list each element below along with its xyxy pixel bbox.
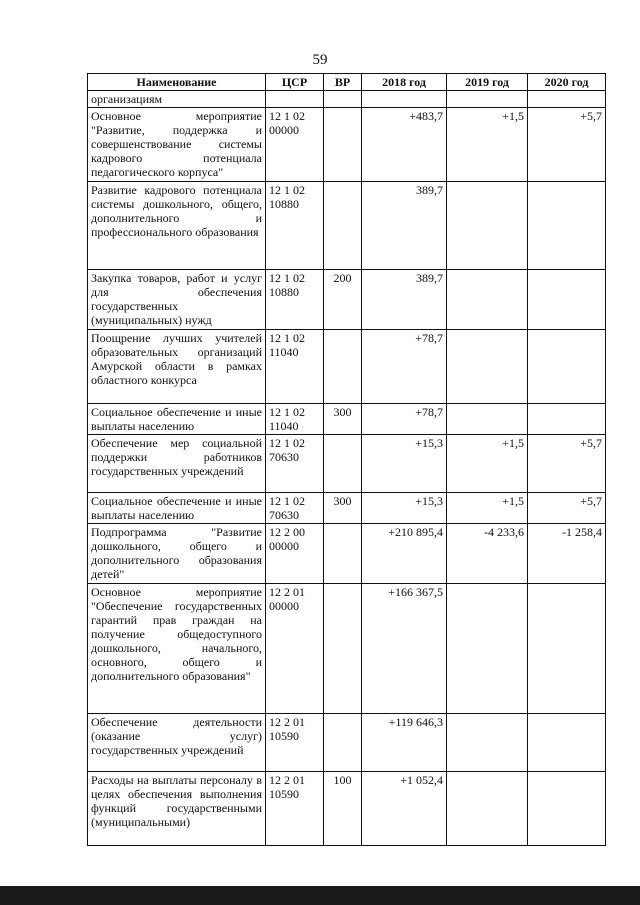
- row-csr-cell: 12 1 02 70630: [266, 435, 324, 493]
- row-csr-cell: 12 1 02 11040: [266, 330, 324, 404]
- table-row: [88, 91, 606, 108]
- header-2020: 2020 год: [528, 74, 606, 91]
- row-2020-cell: [528, 270, 606, 330]
- row-2018-cell: +119 646,3: [362, 714, 447, 772]
- row-2019-cell: +1,5: [447, 108, 528, 182]
- row-2019-cell: [447, 772, 528, 846]
- table-row: [88, 404, 606, 435]
- row-2019-cell: +1,5: [447, 493, 528, 524]
- row-2019-cell: [447, 330, 528, 404]
- row-csr-cell: 12 1 02 11040: [266, 404, 324, 435]
- header-name: Наименование: [88, 74, 266, 91]
- row-csr-cell: 12 2 01 10590: [266, 714, 324, 772]
- row-vr-cell: 300: [324, 493, 362, 524]
- table-header-row: [88, 74, 606, 91]
- row-vr-cell: [324, 182, 362, 270]
- table-body: [88, 91, 606, 846]
- row-2020-cell: [528, 584, 606, 714]
- page-number: 59: [312, 52, 328, 68]
- row-vr-cell: [324, 91, 362, 108]
- row-name-cell: Основное мероприятие "Развитие, поддержка и совершенствование системы кадрового потенциала педагогического корпуса": [88, 108, 266, 182]
- row-2019-cell: +1,5: [447, 435, 528, 493]
- row-name-cell: Обеспечение мер социальной поддержки работников государственных учреждений: [88, 435, 266, 493]
- row-csr-cell: 12 1 02 10880: [266, 270, 324, 330]
- row-2020-cell: [528, 714, 606, 772]
- table-row: [88, 108, 606, 182]
- row-name-cell: Подпрограмма "Развитие дошкольного, общего и дополнительного образования детей": [88, 524, 266, 584]
- row-name-cell: Расходы на выплаты персоналу в целях обеспечения выполнения функций государственными (муниципальными): [88, 772, 266, 846]
- row-csr-cell: [266, 91, 324, 108]
- row-2020-cell: +5,7: [528, 435, 606, 493]
- row-name-cell: организациям: [88, 91, 266, 108]
- header-vr: ВР: [324, 74, 362, 91]
- row-vr-cell: [324, 524, 362, 584]
- row-vr-cell: 200: [324, 270, 362, 330]
- row-name-cell: Закупка товаров, работ и услуг для обеспечения государственных (муниципальных) нужд: [88, 270, 266, 330]
- row-2019-cell: [447, 91, 528, 108]
- row-name-cell: Социальное обеспечение и иные выплаты населению: [88, 493, 266, 524]
- table-row: [88, 584, 606, 714]
- row-vr-cell: [324, 108, 362, 182]
- row-2020-cell: +5,7: [528, 108, 606, 182]
- table-row: [88, 772, 606, 846]
- row-csr-cell: 12 2 01 00000: [266, 584, 324, 714]
- row-csr-cell: 12 1 02 00000: [266, 108, 324, 182]
- row-2018-cell: +166 367,5: [362, 584, 447, 714]
- table-row: [88, 714, 606, 772]
- row-2020-cell: [528, 404, 606, 435]
- table-row: [88, 524, 606, 584]
- row-2019-cell: [447, 270, 528, 330]
- row-2018-cell: 389,7: [362, 182, 447, 270]
- row-name-cell: Поощрение лучших учителей образовательных организаций Амурской области в рамках областного конкурса: [88, 330, 266, 404]
- row-2020-cell: [528, 330, 606, 404]
- budget-table: [87, 73, 606, 846]
- row-name-cell: Развитие кадрового потенциала системы дошкольного, общего, дополнительного и профессионального образования: [88, 182, 266, 270]
- row-2020-cell: -1 258,4: [528, 524, 606, 584]
- row-2020-cell: [528, 182, 606, 270]
- row-vr-cell: [324, 714, 362, 772]
- header-csr: ЦСР: [266, 74, 324, 91]
- row-2018-cell: 389,7: [362, 270, 447, 330]
- table-row: [88, 435, 606, 493]
- row-2019-cell: [447, 584, 528, 714]
- row-2020-cell: +5,7: [528, 493, 606, 524]
- table-row: [88, 330, 606, 404]
- row-2018-cell: +483,7: [362, 108, 447, 182]
- row-name-cell: Обеспечение деятельности (оказание услуг) государственных учреждений: [88, 714, 266, 772]
- row-2020-cell: [528, 772, 606, 846]
- row-csr-cell: 12 1 02 70630: [266, 493, 324, 524]
- row-vr-cell: [324, 330, 362, 404]
- table-row: [88, 270, 606, 330]
- row-2018-cell: [362, 91, 447, 108]
- row-2019-cell: [447, 404, 528, 435]
- row-2018-cell: +78,7: [362, 330, 447, 404]
- row-2018-cell: +210 895,4: [362, 524, 447, 584]
- row-name-cell: Основное мероприятие "Обеспечение государственных гарантий прав граждан на получение общедоступного дошкольного, начального, основного, общего и дополнительного образования": [88, 584, 266, 714]
- row-vr-cell: [324, 584, 362, 714]
- row-vr-cell: 300: [324, 404, 362, 435]
- row-vr-cell: [324, 435, 362, 493]
- table-row: [88, 182, 606, 270]
- row-2019-cell: -4 233,6: [447, 524, 528, 584]
- row-2020-cell: [528, 91, 606, 108]
- row-2018-cell: +15,3: [362, 493, 447, 524]
- row-2018-cell: +78,7: [362, 404, 447, 435]
- row-csr-cell: 12 2 00 00000: [266, 524, 324, 584]
- header-2019: 2019 год: [447, 74, 528, 91]
- row-2018-cell: +15,3: [362, 435, 447, 493]
- row-csr-cell: 12 1 02 10880: [266, 182, 324, 270]
- row-name-cell: Социальное обеспечение и иные выплаты населению: [88, 404, 266, 435]
- row-2018-cell: +1 052,4: [362, 772, 447, 846]
- scan-edge: [0, 886, 640, 905]
- table-row: [88, 493, 606, 524]
- row-csr-cell: 12 2 01 10590: [266, 772, 324, 846]
- row-vr-cell: 100: [324, 772, 362, 846]
- row-2019-cell: [447, 714, 528, 772]
- header-2018: 2018 год: [362, 74, 447, 91]
- row-2019-cell: [447, 182, 528, 270]
